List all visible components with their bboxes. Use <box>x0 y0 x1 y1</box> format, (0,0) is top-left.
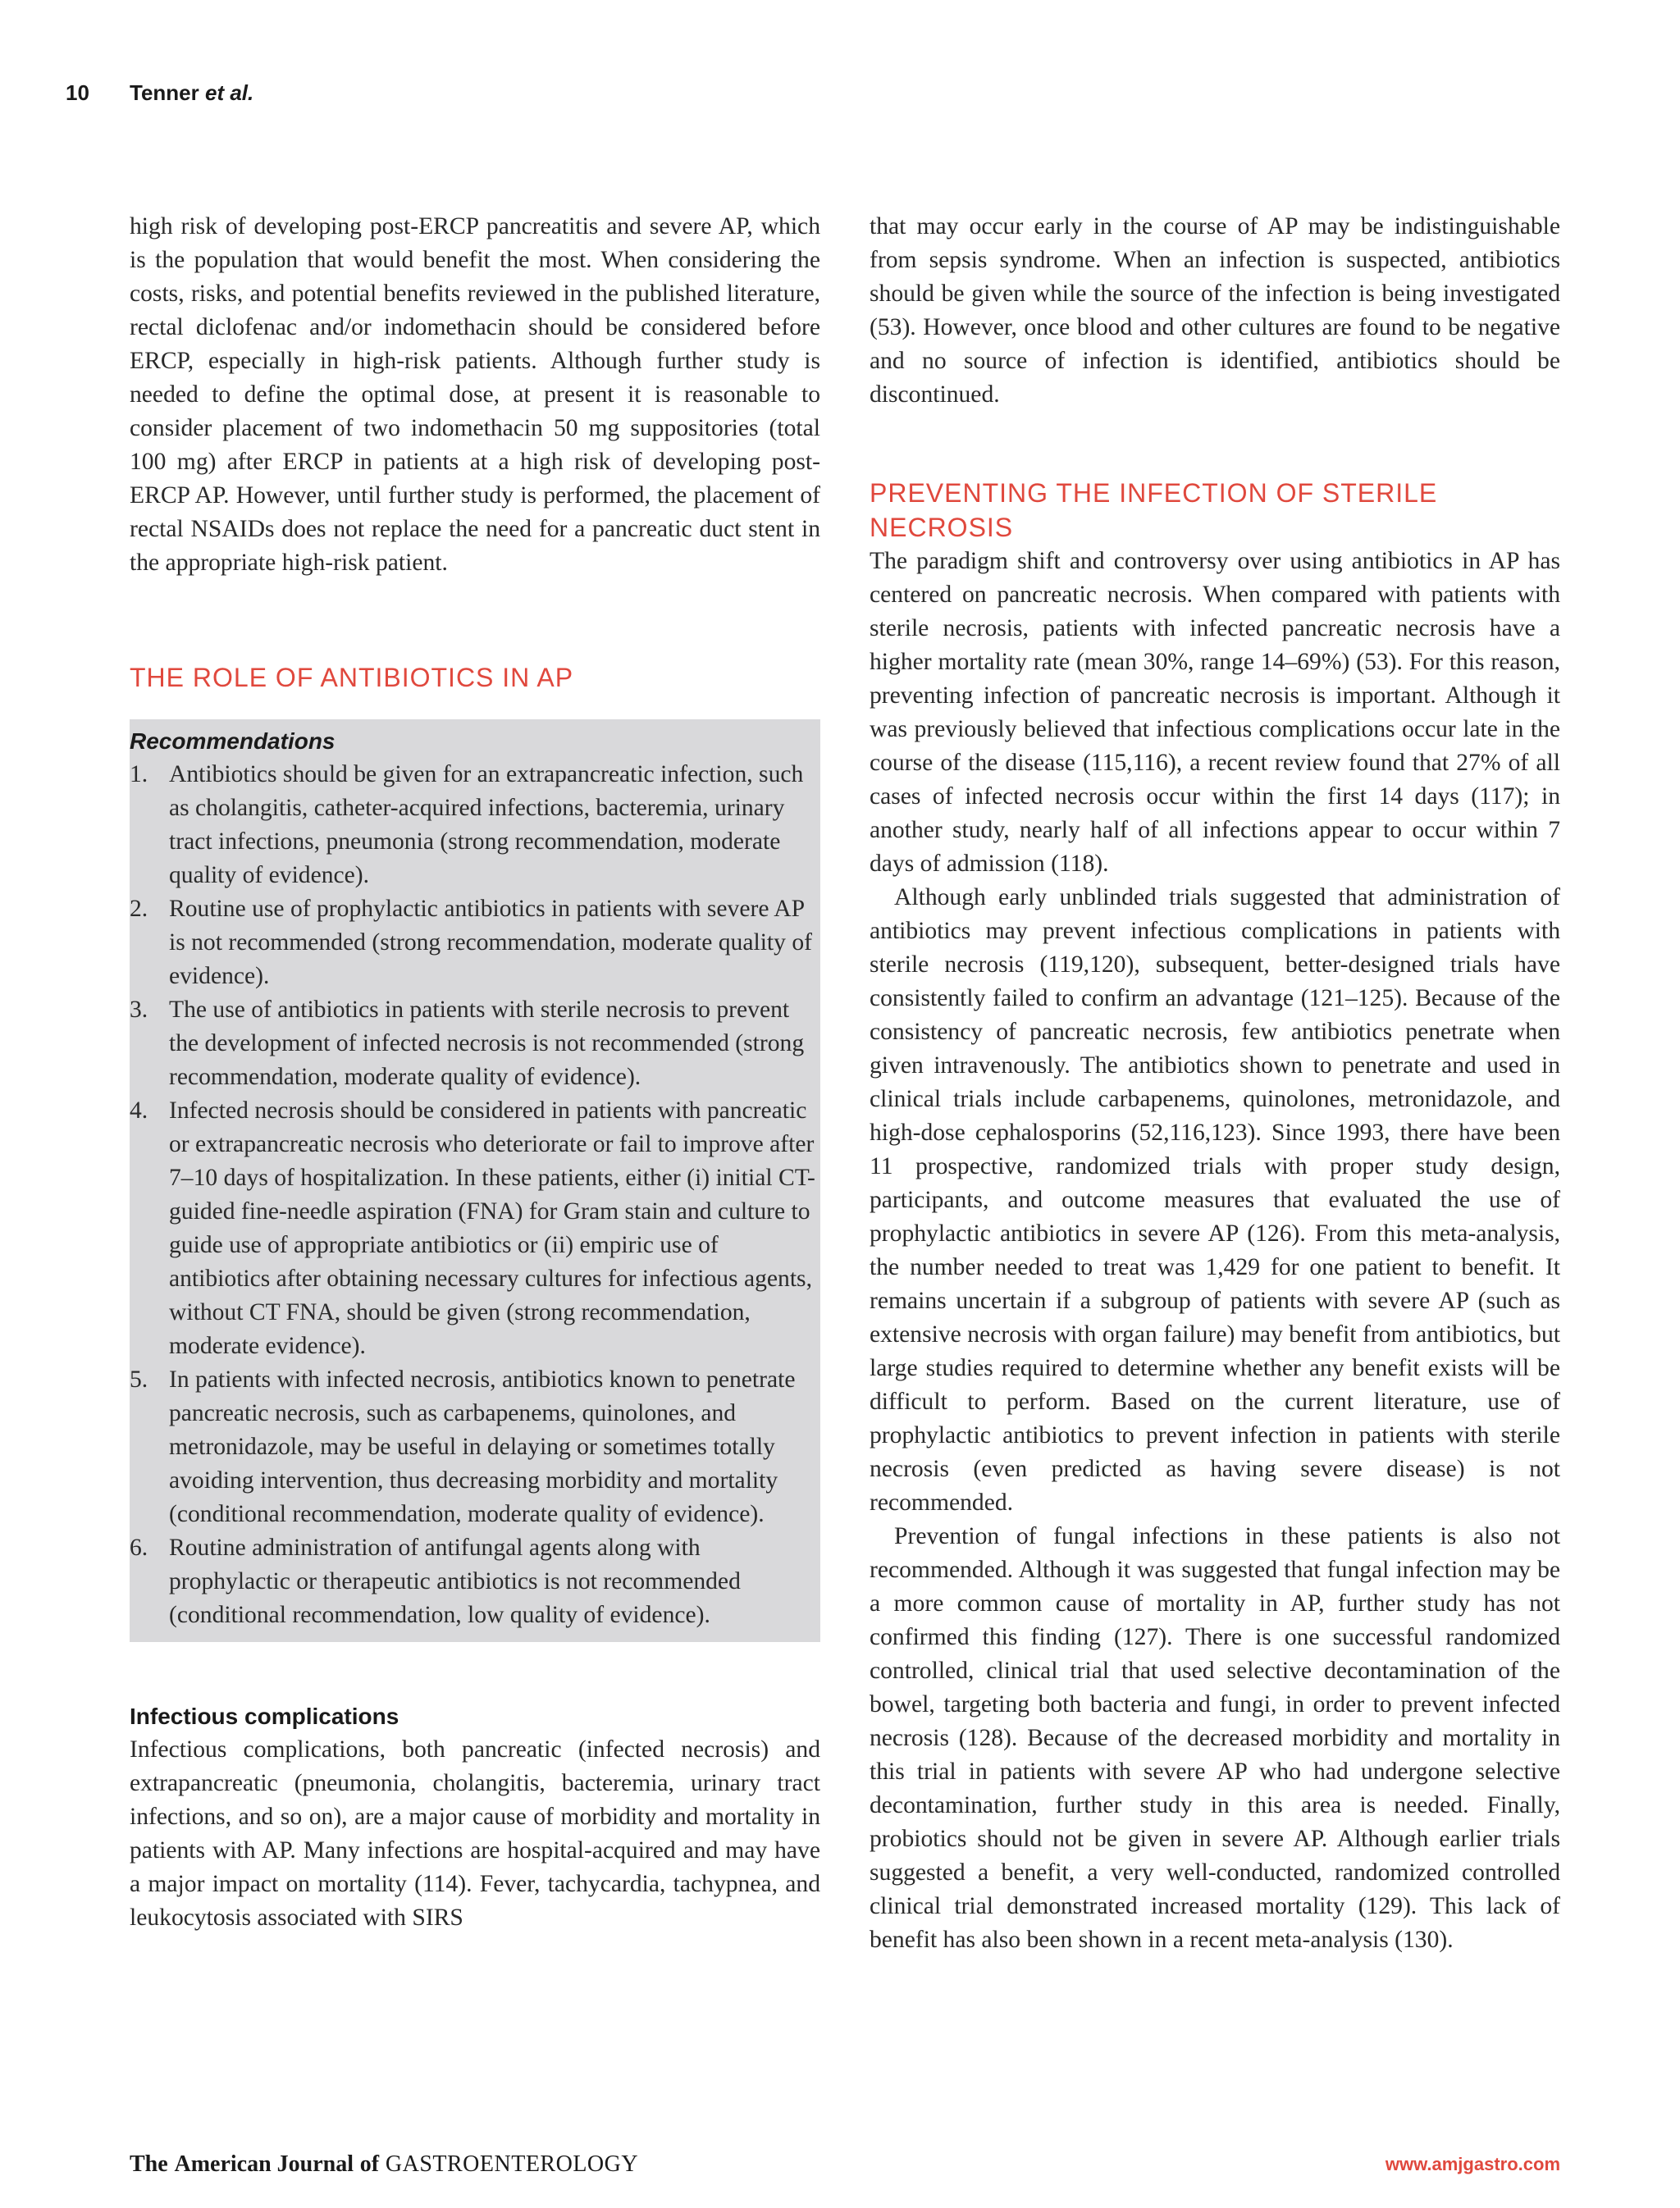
sterile-paragraph-3: Prevention of fungal infections in these patients is also not recommended. Although it was suggested that fungal infection may be a more common cause of mortality in AP, further study has not confirmed this finding (127). There is one successful randomized controlled, clinical trial that used selective decontamination of the bowel, targeting both bacteria and fungi, in order to prevent infected necrosis (128). Because of the decreased morbidity and mortality in this trial in patients with severe AP who had undergone selective decontamination, further study in this area is needed. Finally, probiotics should not be given in severe AP. Although earlier trials suggested a benefit, a very well-conducted, randomized controlled clinical trial demonstrated increased mortality (129). This lack of benefit has also been shown in a recent meta-analysis (130). <box>870 1523 1560 1953</box>
recommendations-box <box>130 719 820 1642</box>
recommendation-item <box>130 758 815 892</box>
recommendations-title: Recommendations <box>130 728 336 754</box>
recommendation-text: Routine use of prophylactic antibiotics in patients with severe AP is not recommended (strong recommendation, moderate quality of evidence). <box>169 896 813 989</box>
recommendation-text: Antibiotics should be given for an extrapancreatic infection, such as cholangitis, catheter-acquired infections, bacteremia, urinary tract infections, pneumonia (strong recommendation, moderate quality of evidence). <box>169 761 804 888</box>
infectious-paragraph: Infectious complications, both pancreatic (infected necrosis) and extrapancreatic (pneumonia, cholangitis, bacteremia, urinary tract infections, and so on), are a major cause of morbidity and mortality in patients with AP. Many infections are hospital-acquired and may have a major impact on mortality (114). Fever, tachycardia, tachypnea, and leukocytosis associated with SIRS <box>130 1736 820 1931</box>
recommendation-item <box>130 1363 815 1531</box>
recommendation-number: 2. <box>130 896 148 922</box>
section-heading-sterile-necrosis: PREVENTING THE INFECTION OF STERILE NECROSIS <box>870 478 1438 542</box>
recommendation-number: 3. <box>130 997 148 1023</box>
journal-title: GASTROENTEROLOGY <box>385 2151 639 2177</box>
subheading-infectious-complications: Infectious complications <box>130 1704 399 1729</box>
recommendations-list <box>130 758 815 1632</box>
journal-url-link[interactable]: www.amjgastro.com <box>1385 2154 1560 2174</box>
recommendation-text: Routine administration of antifungal agents along with prophylactic or therapeutic antibiotics is not recommended (conditional recommendation, low quality of evidence). <box>169 1535 741 1628</box>
recommendation-number: 4. <box>130 1097 148 1124</box>
running-head <box>66 80 253 106</box>
page-number: 10 <box>66 80 89 105</box>
recommendation-text: Infected necrosis should be considered in patients with pancreatic or extrapancreatic necrosis who deteriorate or fail to improve after 7–10 days of hospitalization. In these patients, either (i) initial CT-guided fine-needle aspiration (FNA) for Gram stain and culture to guide use of appropriate antibiotics or (ii) empiric use of antibiotics after obtaining necessary cultures for infectious agents, without CT FNA, should be given (strong recommendation, moderate evidence). <box>169 1097 815 1359</box>
recommendation-number: 6. <box>130 1535 148 1561</box>
recommendation-item <box>130 993 815 1094</box>
continuation-paragraph: that may occur early in the course of AP may be indistinguishable from sepsis syndrome. When an infection is suspected, antibiotics should be given while the source of the infection is being investigated (53). However, once blood and other cultures are found to be negative and no source of infection is identified, antibiotics should be discontinued. <box>870 213 1560 408</box>
recommendation-text: In patients with infected necrosis, antibiotics known to penetrate pancreatic necrosis, such as carbapenems, quinolones, and metronidazole, may be useful in delaying or sometimes totally avoiding intervention, thus decreasing morbidity and mortality (conditional recommendation, moderate quality of evidence). <box>169 1366 796 1527</box>
recommendation-number: 5. <box>130 1366 148 1393</box>
intro-paragraph: high risk of developing post-ERCP pancreatitis and severe AP, which is the population that would benefit the most. When considering the costs, risks, and potential benefits reviewed in the published literature, rectal diclofenac and/or indomethacin should be considered before ERCP, especially in high-risk patients. Although further study is needed to define the optimal dose, at present it is reasonable to consider placement of two indomethacin 50 mg suppositories (total 100 mg) after ERCP in patients at a high risk of developing post-ERCP AP. However, until further study is performed, the placement of rectal NSAIDs does not replace the need for a pancreatic duct stent in the appropriate high-risk patient. <box>130 213 820 576</box>
sterile-paragraph-2: Although early unblinded trials suggested that administration of antibiotics may prevent infectious complications in patients with sterile necrosis (119,120), subsequent, better-designed trials have consistently failed to confirm an advantage (121–125). Because of the consistency of pancreatic necrosis, few antibiotics penetrate when given intravenously. The antibiotics shown to penetrate and used in clinical trials include carbapenems, quinolones, metronidazole, and high-dose cephalosporins (52,116,123). Since 1993, there have been 11 prospective, randomized trials with proper study design, participants, and outcome measures that evaluated the use of prophylactic antibiotics in severe AP (126). From this meta-analysis, the number needed to treat was 1,429 for one patient to benefit. It remains uncertain if a subgroup of patients with severe AP (such as extensive necrosis with organ failure) may benefit from antibiotics, but large studies required to determine whether any benefit exists will be difficult to perform. Based on the current literature, use of prophylactic antibiotics to prevent infection in patients with sterile necrosis (even predicted as having severe disease) is not recommended. <box>870 884 1560 1516</box>
section-heading-antibiotics: THE ROLE OF ANTIBIOTICS IN AP <box>130 663 574 692</box>
recommendation-item <box>130 1094 815 1363</box>
journal-of: of <box>359 2151 380 2177</box>
journal-the: The <box>130 2151 168 2177</box>
recommendation-text: The use of antibiotics in patients with sterile necrosis to prevent the development of infected necrosis is not recommended (strong recommendation, moderate quality of evidence). <box>169 997 805 1090</box>
journal-name: American Journal <box>174 2151 354 2177</box>
recommendation-item <box>130 892 815 993</box>
footer-journal <box>130 2151 638 2178</box>
recommendation-item <box>130 1531 815 1632</box>
recommendation-number: 1. <box>130 761 148 787</box>
left-column <box>130 210 820 1935</box>
author-name: Tenner <box>130 80 199 105</box>
sterile-paragraph-1: The paradigm shift and controversy over using antibiotics in AP has centered on pancreatic necrosis. When compared with patients with sterile necrosis, patients with infected pancreatic necrosis have a higher mortality rate (mean 30%, range 14–69%) (53). For this reason, preventing infection of pancreatic necrosis is important. Although it was previously believed that infectious complications occur late in the course of the disease (115,116), a recent review found that 27% of all cases of infected necrosis occur within the first 14 days (117); in another study, nearly half of all infections appear to occur within 7 days of admission (118). <box>870 548 1560 877</box>
et-al: et al. <box>205 80 254 105</box>
right-column <box>870 210 1560 1957</box>
